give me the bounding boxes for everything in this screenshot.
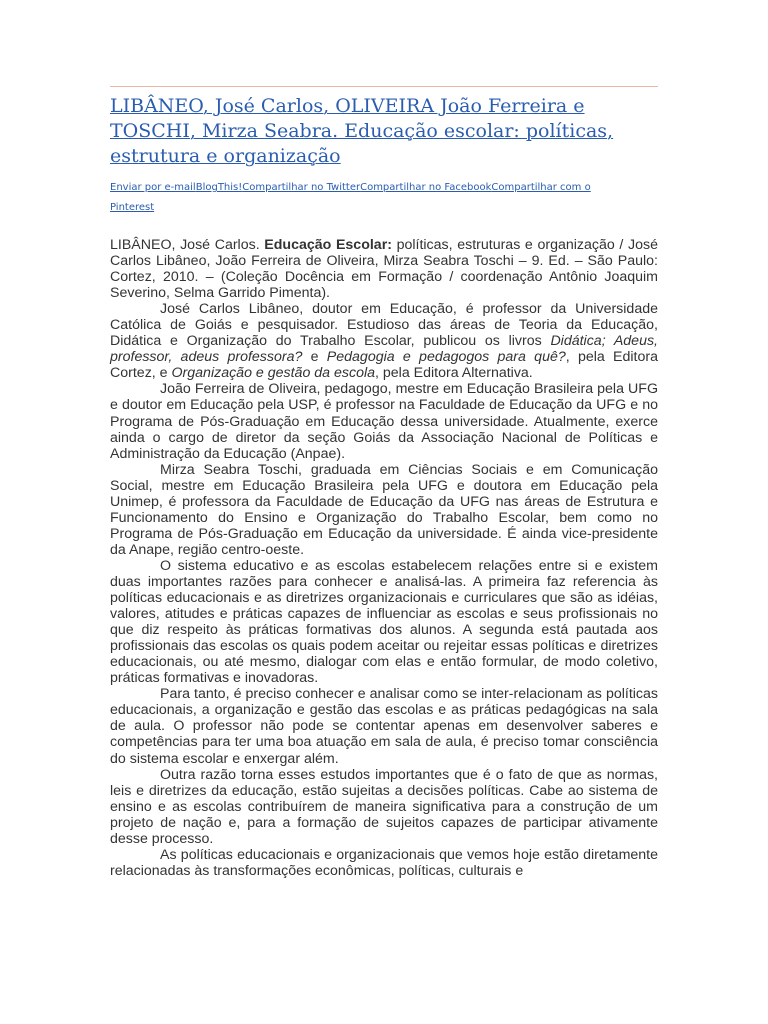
paragraph-text: José Carlos Libâneo, doutor em Educação, é professor da Universidade Católica de Goiás e pesquisador. Estudioso das áreas de Teoria da Educação, Didática e Organização do Trabalho Escolar, publicou os livros — [110, 301, 658, 350]
paragraph-para-tanto: Para tanto, é preciso conhecer e analisar como se inter-relacionam as políticas educacionais, a organização e gestão das escolas e as práticas pedagógicas na sala de aula. O professor não pode se contentar apenas em desenvolver saberes e competências para ter uma boa atuação em sala de aula, é preciso tomar consciência do sistema escolar e enxergar além. — [110, 686, 658, 767]
book-title: Pedagogia e pedagogos para quê? — [326, 349, 566, 366]
bibliographic-reference — [110, 237, 658, 301]
paragraph-text: , pela Editora Alternativa. — [375, 365, 533, 382]
article-body — [110, 237, 658, 879]
share-links — [110, 178, 630, 218]
book-title: Didática; Adeus, professor, adeus professora? — [110, 333, 658, 366]
paragraph-sistema-educativo: O sistema educativo e as escolas estabelecem relações entre si e existem duas importantes razões para conhecer e analisá-las. A primeira faz referencia às políticas educacionais e as diretrizes organizacionais e curriculares que são as idéias, valores, atitudes e práticas capazes de influenciar as escolas e seus profissionais no que diz respeito às práticas formativas dos alunos. A segunda está pautada aos profissionais das escolas os quais podem aceitar ou rejeitar essas políticas e diretrizes educacionais, ou até mesmo, dialogar com elas e então formular, de modo coletivo, práticas formativas e inovadoras. — [110, 557, 658, 687]
share-facebook-link[interactable]: Compartilhar no Facebook — [360, 182, 492, 193]
paragraph-libaneo — [110, 301, 658, 381]
share-blogthis-link[interactable]: BlogThis! — [195, 182, 243, 193]
paragraph-politicas: As políticas educacionais e organizacionais que vemos hoje estão diretamente relacionadas às transformações econômicas, políticas, culturais e — [110, 846, 658, 879]
paragraph-outra-razao: Outra razão torna esses estudos importantes que é o fato de que as normas, leis e diretrizes da educação, estão sujeitas a decisões políticas. Cabe ao sistema de ensino e as escolas contribuírem de maneira significativa para a construção de um projeto de nação e, para a formação de sujeitos capazes de participar ativamente desse processo. — [110, 766, 658, 847]
post-title-link[interactable]: LIBÂNEO, José Carlos, OLIVEIRA João Ferreira e TOSCHI, Mirza Seabra. Educação escolar: políticas, estrutura e organização — [110, 95, 614, 167]
paragraph-text: , pela Editora Cortez, e — [110, 349, 658, 382]
share-pinterest-link[interactable]: Compartilhar com o Pinterest — [110, 182, 591, 213]
share-twitter-link[interactable]: Compartilhar no Twitter — [242, 182, 361, 193]
post-title — [110, 94, 670, 169]
book-title: Organização e gestão da escola — [171, 365, 376, 382]
paragraph-toschi: Mirza Seabra Toschi, graduada em Ciências Sociais e em Comunicação Social, mestre em Educação Brasileira pela UFG e doutora em Educação pela Unimep, é professora da Faculdade de Educação da UFG nas áreas de Estrutura e Funcionamento do Ensino e Organização do Trabalho Escolar, bem como no Programa de Pós-Graduação em Educação da universidade. É ainda vice-presidente da Anape, região centro-oeste. — [110, 461, 658, 558]
header-divider — [110, 86, 658, 87]
reference-details: políticas, estruturas e organização / José Carlos Libâneo, João Ferreira de Oliveira, Mirza Seabra Toschi – 9. Ed. – São Paulo: Cortez, 2010. – (Coleção Docência em Formação / coordenação Antônio Joaquim Severino, Selma Garrido Pimenta). — [110, 237, 658, 302]
reference-title: Educação Escolar: — [264, 237, 392, 253]
share-email-link[interactable]: Enviar por e-mail — [110, 182, 196, 193]
paragraph-text: e — [302, 349, 327, 366]
reference-author: LIBÂNEO, José Carlos. — [110, 237, 265, 253]
paragraph-oliveira: João Ferreira de Oliveira, pedagogo, mestre em Educação Brasileira pela UFG e doutor em Educação pela USP, é professor na Faculdade de Educação da UFG e no Programa de Pós-Graduação em Educação dessa universidade. Atualmente, exerce ainda o cargo de diretor da seção Goiás da Associação Nacional de Políticas e Administração da Educação (Anpae). — [110, 381, 658, 462]
